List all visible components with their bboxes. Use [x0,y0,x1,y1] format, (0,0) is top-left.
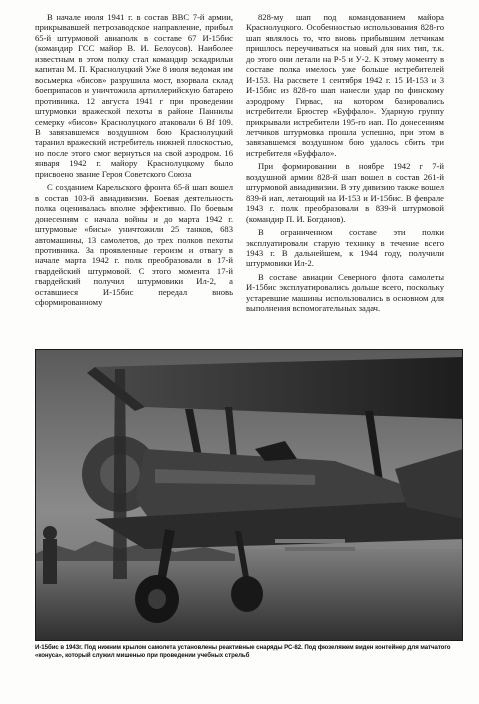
right-paragraph-3: В ограниченном составе эти полки эксплуатировали старую технику в течение всего 1943 г. В дальнейшем, к 1944 году, получили штурмовики Ил-2. [246,227,444,269]
right-paragraph-1: 828-му шап под командованием майора Краснолуцкого. Особенностью использования 828-го шап являлось то, что вновь прибывшим летчикам пришлось переучиваться на новый для них тип, т.к. до этого они летали на Р-5 и У-2. К этому моменту в составе полка имелось уже больше истребителей И-153. На рассвете 1 сентября 1942 г. 15 И-153 и 3 И-15бис из 828-го шап нанесли удар по финскому аэродрому Гирвас, на котором базировались истребители Брюстер «Буффало». Ударную группу прикрывали истребители 195-го иап. По донесениям летчиков штурмовка прошла успешно, при этом в завязавшемся воздушном бою удалось сбить три истребителя «Буффало». [246,12,444,158]
right-paragraph-4: В составе авиации Северного флота самолеты И-15бис эксплуатировались дольше всего, поскольку устаревшие машины использовались в основном для выполнения вспомогательных задач. [246,271,444,314]
biplane-photo-drawing [35,349,463,641]
main-wheel-right [231,576,263,612]
person-silhouette [43,539,57,584]
photo-caption: И-15бис в 1943г. Под нижним крылом самолета установлены реактивные снаряды РС-82. Под фюзеляжем виден контейнер для матчатого «конуса», который служил мишенью при проведении учебных стрельб [35,644,451,660]
right-text-column [246,12,444,314]
left-text-column [35,12,233,308]
biplane-photo [35,349,463,641]
person-head [43,526,57,540]
wheel-hub-left [148,589,166,609]
propeller-blade [113,369,127,579]
left-paragraph-2: С созданием Карельского фронта 65-й шап вошел в состав 103-й авиадивизии. Боевая деятельность полка оценивалась вполне эффективно. По боевым донесениям с начала войны и до марта 1942 г. штурмовые «бисы» уничтожили 25 танков, 683 автомашины, 13 самолетов, до трех полков пехоты противника. За проявленные героизм и отвагу в начале марта 1942 г. полк преобразовали в 17-й гвардейский штурмовой. С этого момента 17-й гвардейский получил штурмовики Ил-2, а оставшиеся И-15бис передал вновь сформированному [35,182,233,308]
right-paragraph-2: При формировании в ноябре 1942 г 7-й воздушной армии 828-й шап вошел в состав 261-й штурмовой авиадивизии. В эту дивизию также вошел 839-й иап, летающий на И-153 и И-15бис. В феврале 1943 г. полк преобразовали в 839-й штурмовой (командир П. И. Богданов). [246,161,444,224]
rocket-rs82-1 [275,539,345,543]
rocket-rs82-2 [285,547,355,551]
left-paragraph-1: В начале июля 1941 г. в состав ВВС 7-й армии, прикрывавшей петрозаводское направление, прибыл 65-й штурмовой авиаполк в составе 67 И-15бис (командир ГСС майор В. И. Белоусов). Наиболее известным в этом полку стал командир эскадрильи капитан М. П. Краснолуцкий Уже 8 июля ведомая им восьмерка «бисов» разрушила мост, взорвала склад боеприпасов и уничтожила артиллерийскую батарею противника. 12 августа 1941 г при проведении штурмовки вражеской пехоты в районе Паннилы семерку «бисов» Краснолуцкого атаковали 6 Bf 109. В завязавшемся воздушном бою Краснолуцкий таранил вражеский истребитель нижней плоскостью, но после этого смог вернуться на свой аэродром. 16 января 1942 г. майору Краснолуцкому было присвоено звание Героя Советского Союза [35,12,233,179]
